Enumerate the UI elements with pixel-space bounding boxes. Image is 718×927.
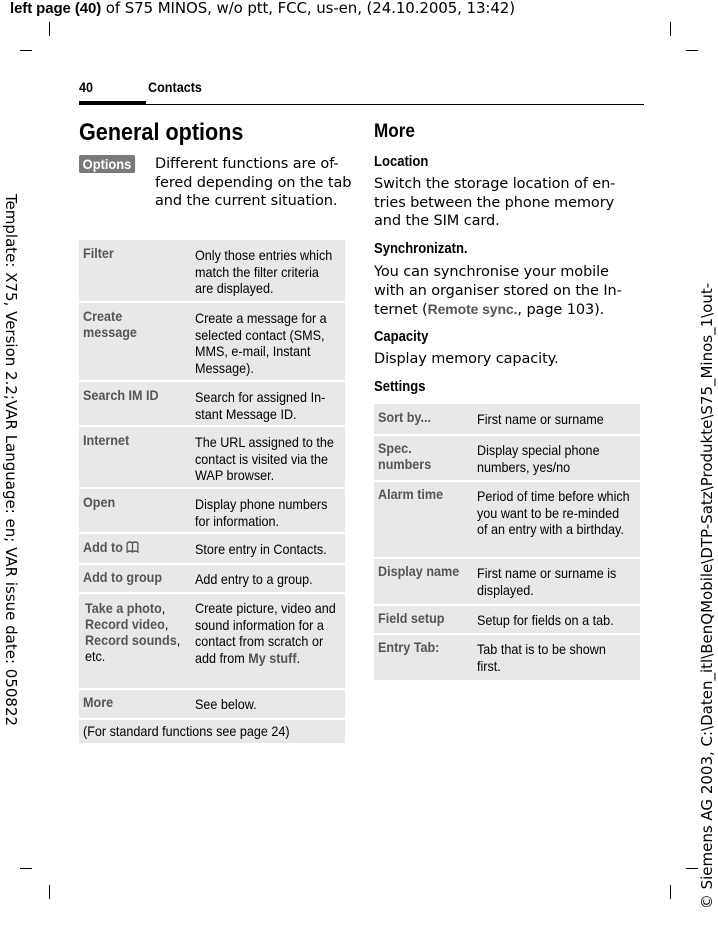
copyright-info: © Siemens AG 2003, C:\Daten_itl\BenQMobile\DTP-Satz\Produkte\S75_Minos_1\out-: [698, 282, 716, 910]
option-description: See below.: [195, 696, 257, 712]
option-description: Create a message for a selected contact (SMS, MMS, e-mail, Instant Message).: [195, 310, 327, 376]
option-description: [195, 600, 339, 666]
option-description: Store entry in Contacts.: [195, 541, 327, 557]
address-book-icon: [126, 540, 139, 556]
option-name: Create message: [83, 308, 137, 340]
right-margin: [696, 282, 718, 927]
table-row: [79, 690, 345, 718]
etc-label: , etc.: [85, 632, 181, 664]
table-row: [374, 404, 640, 434]
footnote: (For standard functions see page 24): [83, 723, 290, 739]
location-text: Switch the storage location of en-tries between the phone memory and the SIM card.: [374, 176, 616, 229]
crop-mark: [49, 22, 50, 36]
separator: ,: [164, 616, 169, 632]
table-row: [79, 489, 345, 532]
option-name: [83, 539, 139, 556]
record-sounds-label: Record sounds: [85, 632, 177, 648]
separator: ,: [161, 600, 166, 616]
crop-mark: [670, 22, 671, 36]
option-description: The URL assigned to the contact is visited via the WAP browser.: [195, 434, 334, 483]
option-name: [85, 600, 184, 664]
print-header: [10, 0, 515, 17]
table-row: [79, 427, 345, 487]
sync-text-end: , page 103).: [517, 302, 605, 318]
sync-heading: Synchronizatn.: [374, 241, 468, 257]
table-row: [374, 482, 640, 557]
crop-mark: [49, 885, 50, 899]
setting-description: Tab that is to be shown first.: [477, 641, 606, 674]
setting-name: Entry Tab:: [378, 639, 440, 655]
setting-description: Display special phone numbers, yes/no: [477, 442, 600, 475]
sync-text-start: You can synchronise your mobile with an organiser stored on the In-ternet (: [374, 264, 622, 318]
left-margin: [0, 80, 22, 840]
more-heading: More: [374, 121, 415, 142]
setting-name: Field setup: [378, 610, 445, 626]
setting-name: Sort by...: [378, 409, 431, 425]
table-row: [79, 565, 345, 592]
option-description: Search for assigned In-stant Message ID.: [195, 389, 326, 422]
setting-description: First name or surname is displayed.: [477, 565, 617, 598]
option-name: Add to group: [83, 569, 163, 585]
page-title: Contacts: [148, 79, 202, 95]
header-rule: [146, 104, 644, 105]
options-softkey: Options: [79, 155, 135, 173]
table-row: [374, 559, 640, 604]
option-description: Add entry to a group.: [195, 571, 313, 587]
capacity-heading: Capacity: [374, 329, 429, 345]
setting-name: Display name: [378, 563, 460, 579]
take-photo-label: Take a photo: [85, 600, 162, 616]
section-heading: General options: [79, 119, 244, 146]
option-description: Display phone numbers for information.: [195, 496, 328, 529]
template-info: Template: X75, Version 2.2;VAR Language: en; VAR issue date: 050822: [2, 193, 20, 727]
location-heading: Location: [374, 154, 429, 170]
crop-mark: [20, 868, 32, 869]
setting-description: Setup for fields on a tab.: [477, 612, 614, 628]
setting-name: Spec. numbers: [378, 440, 432, 472]
description-end: .: [296, 649, 301, 666]
page-number: 40: [79, 79, 94, 95]
table-row: [374, 606, 640, 633]
crop-mark: [686, 50, 698, 51]
sync-text: [374, 263, 634, 320]
option-name: Search IM ID: [83, 387, 159, 403]
option-description: Only those entries which match the filter criteria are displayed.: [195, 247, 333, 296]
print-header-info: of S75 MINOS, w/o ptt, FCC, us-en, (24.10.2005, 13:42): [101, 0, 516, 17]
table-row: [374, 436, 640, 480]
table-footnote-row: [79, 720, 345, 743]
print-header-page: left page (40): [10, 0, 102, 17]
table-row: [79, 534, 345, 563]
table-row: [79, 240, 345, 301]
record-video-label: Record video: [85, 616, 165, 632]
option-name: Open: [83, 494, 116, 510]
table-row: [79, 303, 345, 380]
header-rule-thick: [79, 101, 146, 105]
option-name-text: Add to: [83, 539, 123, 555]
crop-mark: [20, 50, 32, 51]
table-row: [79, 382, 345, 425]
setting-description: First name or surname: [477, 411, 604, 427]
settings-heading: Settings: [374, 379, 426, 395]
intro-text: Different functions are of-fered depending on the tab and the current situation.: [155, 156, 352, 209]
description-text: Create picture, video and sound information for a contact from scratch or add from: [195, 600, 336, 666]
remote-sync-reference: Remote sync.: [427, 301, 518, 317]
setting-name: Alarm time: [378, 486, 444, 502]
my-stuff-reference: My stuff: [248, 649, 297, 666]
capacity-text: Display memory capacity.: [374, 351, 559, 367]
option-name: Filter: [83, 245, 114, 261]
table-row: [79, 594, 345, 688]
option-name: Internet: [83, 432, 130, 448]
crop-mark: [670, 885, 671, 899]
option-name: More: [83, 694, 114, 710]
table-row: [374, 635, 640, 680]
setting-description: Period of time before which you want to be re-minded of an entry with a birthday.: [477, 488, 630, 537]
